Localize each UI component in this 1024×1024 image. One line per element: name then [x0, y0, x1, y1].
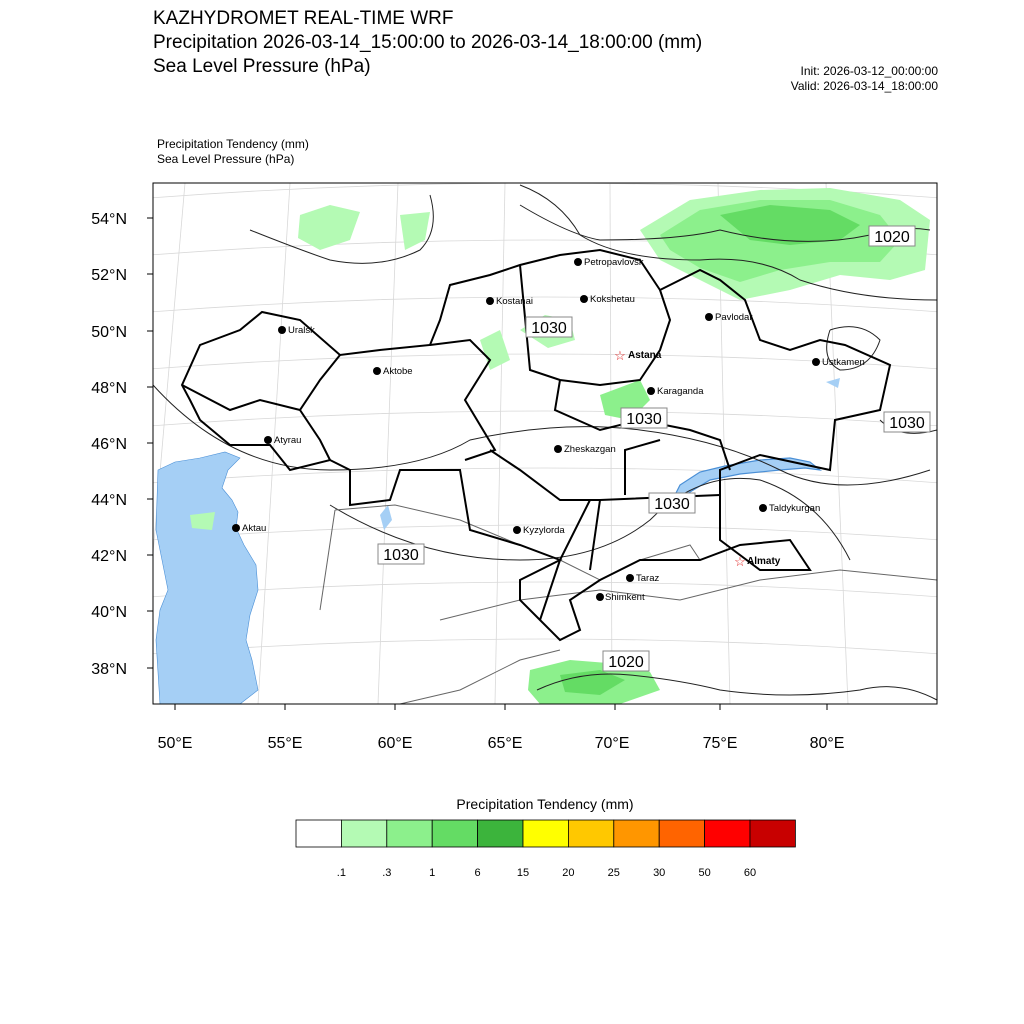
colorbar-swatch	[296, 820, 341, 847]
city-dot	[373, 367, 381, 375]
isobar-label-group	[378, 226, 930, 671]
city-label: Pavlodar	[715, 312, 753, 323]
city-label: Zheskazgan	[564, 444, 616, 455]
city-dot	[705, 313, 713, 321]
field-label-precip: Precipitation Tendency (mm)	[157, 137, 309, 151]
lat-label: 54°N	[91, 211, 127, 228]
city-dot	[626, 574, 634, 582]
city-dot	[812, 358, 820, 366]
lat-labels	[91, 211, 127, 678]
colorbar-level-label: 25	[607, 867, 620, 879]
colorbar-swatch	[478, 820, 523, 847]
isobar-label: 1020	[874, 229, 910, 246]
capital-star-icon: ☆	[614, 348, 626, 363]
city-label: Karaganda	[657, 386, 704, 397]
city-dot	[554, 445, 562, 453]
colorbar-swatch	[750, 820, 795, 847]
lon-label: 70°E	[594, 735, 630, 752]
city-dot	[759, 504, 767, 512]
city-label: Astana	[628, 350, 662, 361]
map-subtitle-precip: Precipitation 2026-03-14_15:00:00 to 2026-03-14_18:00:00 (mm)	[153, 32, 703, 53]
lat-label: 42°N	[91, 548, 127, 565]
city-label: Uralsk	[288, 325, 315, 336]
colorbar-swatch	[523, 820, 568, 847]
field-label-slp: Sea Level Pressure (hPa)	[157, 152, 295, 166]
city-dot	[232, 524, 240, 532]
city-dot	[278, 326, 286, 334]
isobar-label: 1030	[654, 496, 690, 513]
city-label: Kostanai	[496, 296, 533, 307]
lat-label: 52°N	[91, 267, 127, 284]
city-dot	[486, 297, 494, 305]
lon-label: 60°E	[377, 735, 413, 752]
city-label: Ustkamen	[822, 357, 865, 368]
city-label: Kokshetau	[590, 294, 635, 305]
colorbar-swatch	[341, 820, 386, 847]
lon-label: 50°E	[157, 735, 193, 752]
legend-title: Precipitation Tendency (mm)	[456, 796, 634, 812]
capital-star-icon: ☆	[734, 554, 746, 569]
colorbar-level-label: 60	[743, 867, 757, 879]
lon-label: 65°E	[487, 735, 523, 752]
colorbar-swatch	[705, 820, 750, 847]
city-label: Petropavlovsk	[584, 257, 644, 268]
city-dot	[513, 526, 521, 534]
colorbar	[296, 820, 795, 847]
colorbar-swatch	[432, 820, 477, 847]
city-dot	[264, 436, 272, 444]
lon-label: 55°E	[267, 735, 303, 752]
colorbar-level-label: .3	[382, 867, 392, 879]
colorbar-swatch	[568, 820, 613, 847]
lat-label: 38°N	[91, 661, 127, 678]
colorbar-swatch	[387, 820, 432, 847]
cities	[232, 257, 865, 603]
colorbar-level-label: 20	[562, 867, 575, 879]
colorbar-level-label: 15	[516, 867, 530, 879]
caspian-sea	[156, 452, 258, 704]
colorbar-level-label: 50	[698, 867, 711, 879]
aral-sea	[380, 505, 392, 530]
isobar-label: 1020	[608, 654, 644, 671]
city-label: Aktau	[242, 523, 267, 534]
lat-label: 44°N	[91, 492, 127, 509]
lon-labels	[158, 735, 845, 752]
city-label: Atyrau	[274, 435, 302, 446]
isobar-label: 1030	[531, 320, 567, 337]
city-dot	[596, 593, 604, 601]
city-label: Aktobe	[383, 366, 413, 377]
map-title: KAZHYDROMET REAL-TIME WRF	[153, 8, 454, 29]
map-subtitle-slp: Sea Level Pressure (hPa)	[153, 56, 371, 77]
colorbar-level-label: 6	[474, 867, 481, 879]
lon-label: 75°E	[702, 735, 738, 752]
colorbar-swatch	[614, 820, 659, 847]
lat-label: 40°N	[91, 604, 127, 621]
lon-label: 80°E	[809, 735, 845, 752]
lat-label: 46°N	[91, 436, 127, 453]
colorbar-level-label: 1	[429, 867, 436, 879]
city-label: Shimkent	[605, 592, 645, 603]
city-label: Taraz	[636, 573, 660, 584]
city-label: Taldykurgan	[769, 503, 821, 514]
city-dot	[574, 258, 582, 266]
isobar-label: 1030	[383, 547, 419, 564]
isobar-label: 1030	[889, 415, 925, 432]
lat-label: 50°N	[91, 324, 127, 341]
valid-time: Valid: 2026-03-14_18:00:00	[790, 79, 938, 93]
isobar-label: 1030	[626, 411, 662, 428]
colorbar-level-label: 30	[653, 867, 666, 879]
lake-zaysan	[826, 378, 840, 388]
city-dot	[580, 295, 588, 303]
map-content	[140, 183, 940, 704]
city-dot	[647, 387, 655, 395]
city-label: Almaty	[747, 556, 781, 567]
init-time: Init: 2026-03-12_00:00:00	[800, 64, 938, 78]
colorbar-swatch	[659, 820, 704, 847]
colorbar-level-label: .1	[336, 867, 346, 879]
lat-label: 48°N	[91, 380, 127, 397]
city-label: Kyzylorda	[523, 525, 565, 536]
